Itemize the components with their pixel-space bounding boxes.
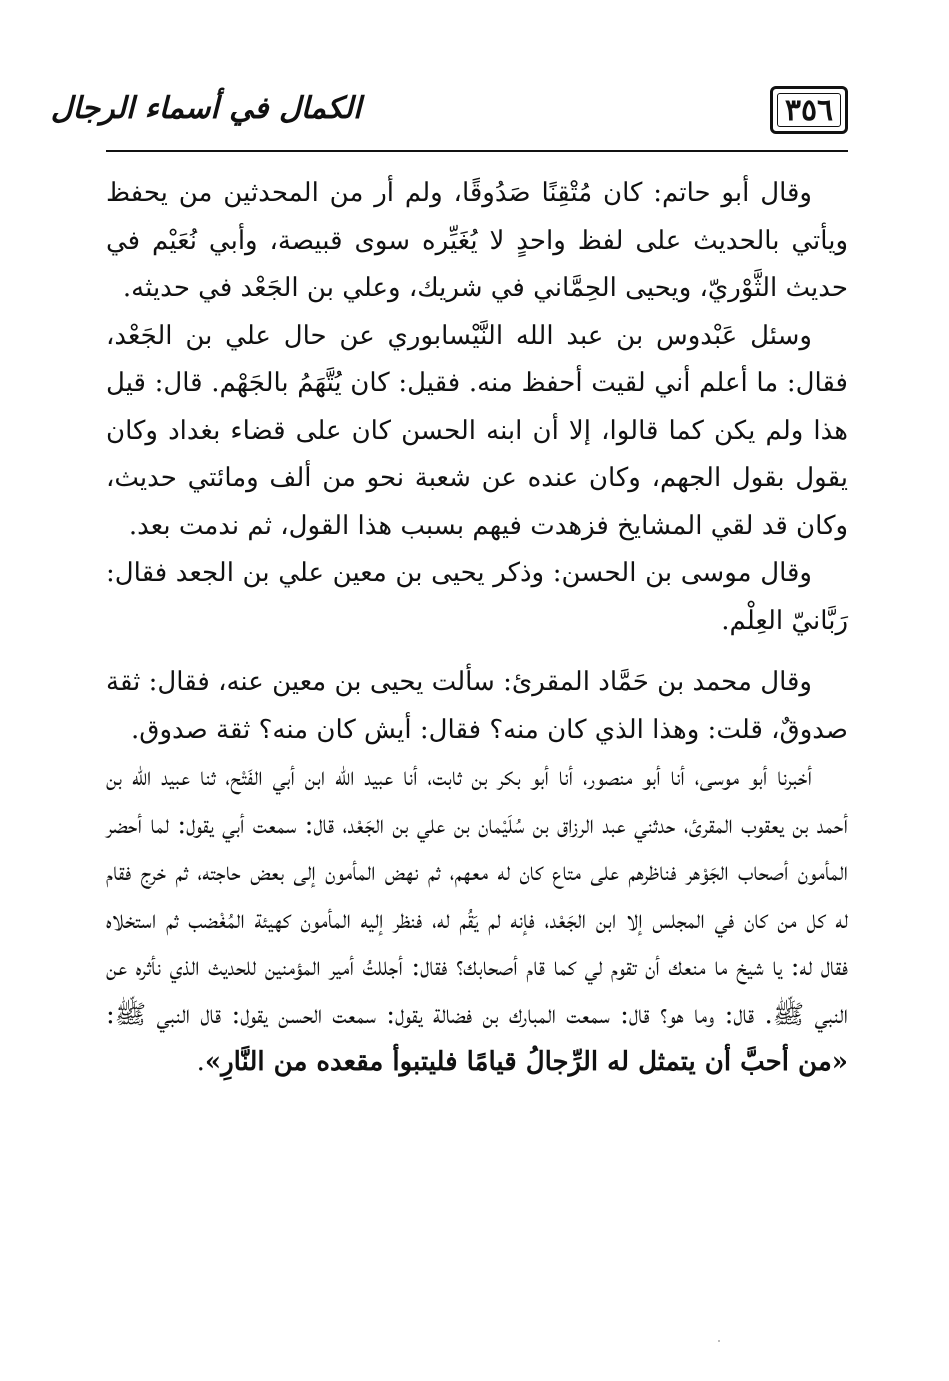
- paragraph-text: أخبرنا أبو موسى، أنا أبو منصور، أنا أبو بكر بن ثابت، أنا عبيد الله ابن أبي الفَتْح، ثنا عبيد الله بن أحمد بن يعقوب المقرئ، حدثني عبد الرزاق بن سُلَيْمان بن علي بن الجَعْد، قال: سمعت أبي يقول: لما أحضر المأمون أصحاب الجَوْهر فناظرهم على متاع كان له معهم، ثم نهض المأمون إلى بعض حاجته، ثم خرج فقام له كل من كان في المجلس إلا ابن الجَعْد، فإنه لم يَقُم له، فنظر إليه المأمون كهيئة المُغْضب ثم استخلاه فقال له: يا شيخ ما منعك أن تقوم لي كما قام أصحابك؟ فقال: أجللتُ أمير المؤمنين للحديث الذي نأثره عن النبي ﷺ. قال: وما هو؟ قال: سمعت المبارك بن فضالة يقول: سمعت الحسن يقول: قال النبي ﷺ:: [106, 762, 848, 1030]
- paragraph: وقال محمد بن حَمَّاد المقرئ: سألت يحيى بن معين عنه، فقال: ثقة صدوقٌ، قلت: وهذا الذي كان منه؟ فقال: أيش كان منه؟ ثقة صدوق.: [106, 667, 848, 745]
- paragraph-end: .: [196, 1047, 205, 1077]
- paragraph: وسئل عَبْدوس بن عبد الله النَّيْسابوري عن حال علي بن الجَعْد، فقال: ما أعلم أني لقيت أحفظ منه. فقيل: كان يُتَّهَمُ بالجَهْم. قال: قيل هذا ولم يكن كما قالوا، إلا أن ابنه الحسن كان على قضاء بغداد وكان يقول بقول الجهم، وكان عنده عن شعبة نحو من ألف ومائتي حديث، وكان قد لقي المشايخ فزهدت فيهم بسبب هذا القول، ثم ندمت بعد.: [106, 320, 848, 541]
- body-text: [106, 170, 848, 1087]
- paragraph: وقال أبو حاتم: كان مُتْقِنًا صَدُوقًا، ولم أر من المحدثين من يحفظ ويأتي بالحديث على لفظ واحدٍ لا يُغَيِّره سوى قبيصة، وأبي نُعَيْم في حديث الثَّوْريّ، ويحيى الحِمَّاني في شريك، وعلي بن الجَعْد في حديثه.: [106, 178, 848, 303]
- page-header: [50, 74, 848, 154]
- paragraph: وقال موسى بن الحسن: وذكر يحيى بن معين علي بن الجعد فقال: رَبَّانيّ العِلْم.: [106, 558, 848, 636]
- page-number: ٣٥٦: [770, 86, 848, 134]
- header-rule: [106, 150, 848, 152]
- hadith-quote: «من أحبَّ أن يتمثل له الرِّجالُ قيامًا فليتبوأ مقعده من النَّارِ»: [204, 1047, 848, 1077]
- running-title: الكمال في أسماء الرجال: [50, 90, 362, 126]
- page-speck: [718, 1340, 720, 1342]
- paragraph: [106, 754, 848, 1087]
